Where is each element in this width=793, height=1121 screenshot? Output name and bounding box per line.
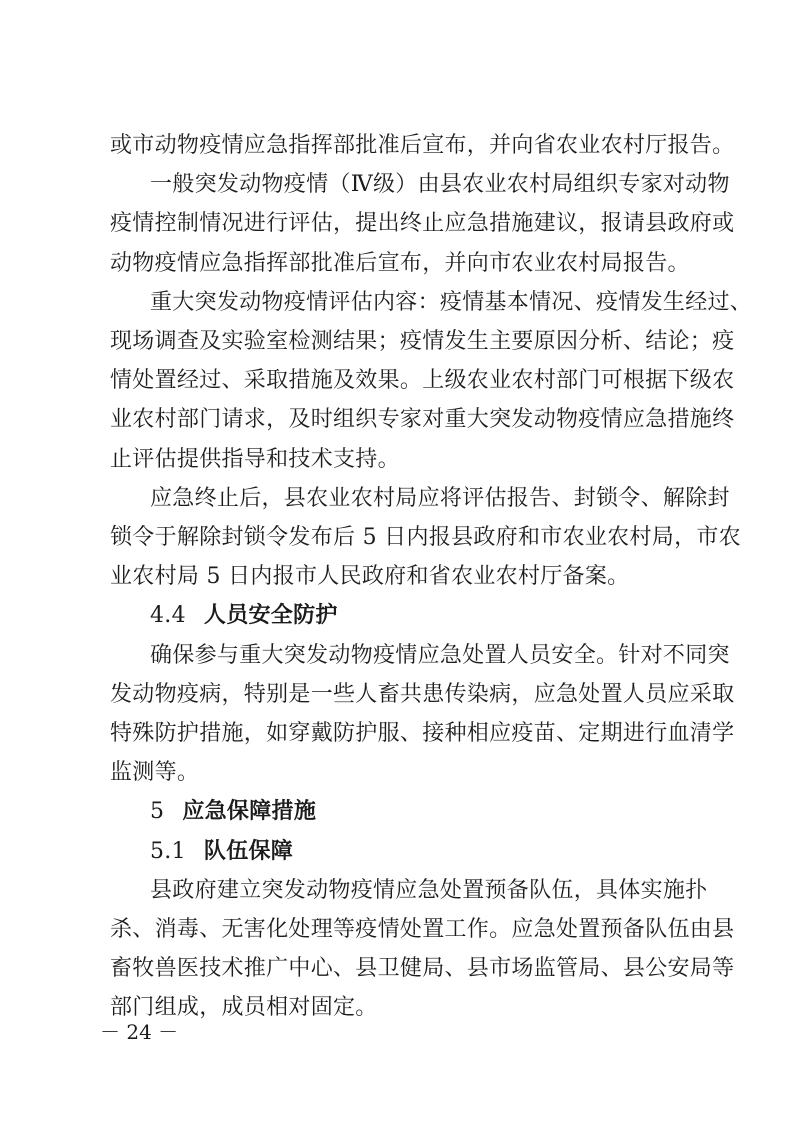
text-line: 业农村部门请求，及时组织专家对重大突发动物疫情应急措施终: [110, 407, 735, 432]
text-line: 动物疫情应急指挥部批准后宣布，并向市农业农村局报告。: [110, 251, 690, 276]
text-line: 发动物疫病，特别是一些人畜共患传染病，应急处置人员应采取: [110, 682, 735, 707]
text-line: 或市动物疫情应急指挥部批准后宣布，并向省农业农村厅报告。: [110, 133, 735, 158]
text-line: 锁令于解除封锁令发布后 5 日内报县政府和市农业农村局，市农: [110, 525, 741, 550]
text-line: 止评估提供指导和技术支持。: [110, 447, 400, 472]
section-number: 5.1: [150, 839, 186, 864]
text-line: 确保参与重大突发动物疫情应急处置人员安全。针对不同突: [150, 643, 730, 668]
text-line: 应急终止后，县农业农村局应将评估报告、封锁令、解除封: [150, 486, 730, 511]
text-line: 重大突发动物疫情评估内容：疫情基本情况、疫情发生经过、: [150, 290, 753, 315]
text-line: 部门组成，成员相对固定。: [110, 995, 378, 1020]
section-title: 应急保障措施: [182, 799, 317, 824]
section-heading-4-4: [150, 601, 710, 631]
section-heading-5: [150, 797, 710, 827]
text-line: 一般突发动物疫情（Ⅳ级）由县农业农村局组织专家对动物: [150, 172, 730, 197]
text-line: 监测等。: [110, 760, 200, 785]
text-line: 畜牧兽医技术推广中心、县卫健局、县市场监管局、县公安局等: [110, 956, 735, 981]
text-line: 情处置经过、采取措施及效果。上级农业农村部门可根据下级农: [110, 368, 735, 393]
text-line: 现场调查及实验室检测结果；疫情发生主要原因分析、结论；疫: [110, 329, 735, 354]
section-title: 人员安全防护: [203, 603, 338, 628]
section-heading-5-1: [150, 837, 710, 867]
section-number: 5: [150, 799, 165, 824]
section-number: 4.4: [150, 603, 186, 628]
text-line: 特殊防护措施，如穿戴防护服、接种相应疫苗、定期进行血清学: [110, 721, 735, 746]
text-line: 疫情控制情况进行评估，提出终止应急措施建议，报请县政府或: [110, 211, 735, 236]
text-line: 业农村局 5 日内报市人民政府和省农业农村厅备案。: [110, 564, 630, 589]
page-number: － 24 －: [100, 1020, 179, 1044]
section-title: 队伍保障: [203, 839, 294, 864]
text-line: 杀、消毒、无害化处理等疫情处置工作。应急处置预备队伍由县: [110, 917, 735, 942]
text-line: 县政府建立突发动物疫情应急处置预备队伍，具体实施扑: [150, 878, 708, 903]
